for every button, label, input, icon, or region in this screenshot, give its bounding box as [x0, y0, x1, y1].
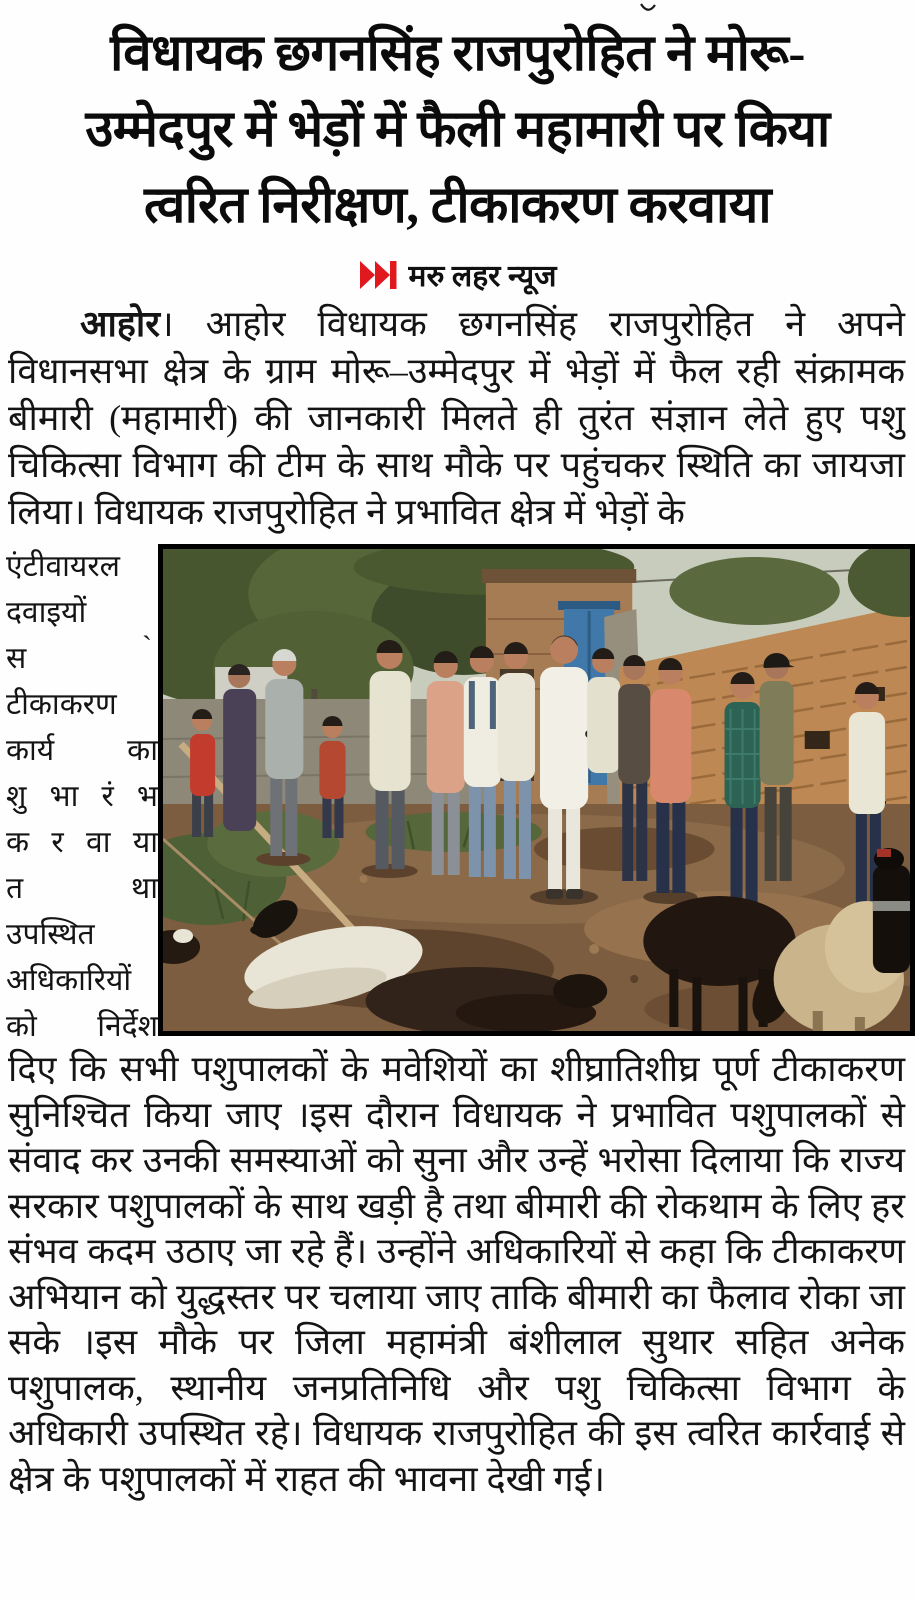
byline-source: मरु लहर न्यूज: [408, 260, 557, 293]
side-line: कार्य का: [6, 734, 158, 767]
side-line: उपस्थित: [6, 918, 95, 951]
side-line: क र वा या: [6, 826, 158, 859]
side-line: एंटीवायरल: [6, 550, 120, 583]
side-line: दवाइयों: [6, 596, 87, 629]
cropped-text-fragment: [638, 0, 658, 10]
intro-text: । आहोर विधायक छगनसिंह राजपुरोहित ने अपने विधानसभा क्षेत्र के ग्राम मोरू–उम्मेदपुर में भेड़ों में फैल रही संक्रामक बीमारी (महामारी) की जानकारी मिलते ही तुरंत संज्ञान लेते हुए पशु चिकित्सा विभाग की टीम के साथ मौके पर पहुंचकर स्थिति का जायजा लिया। विधायक राजपुरोहित ने प्रभावित क्षेत्र में भेड़ों के: [8, 304, 905, 532]
headline-line-2: उम्मेदपुर में भेड़ों में फैली महामारी पर किया: [85, 102, 830, 158]
paragraph-intro: [0, 299, 915, 536]
headline-line-3: त्वरित निरीक्षण, टीकाकरण करवाया: [143, 178, 772, 234]
left-text-column: [0, 544, 158, 1050]
byline: [0, 254, 915, 295]
side-line: त था: [6, 872, 158, 905]
side-line: शु भा रं भ: [6, 780, 158, 813]
headline-line-1: विधायक छगनसिंह राजपुरोहित ने मोरू-: [110, 26, 805, 82]
dateline: आहोर: [80, 304, 160, 344]
news-photo: [158, 544, 915, 1036]
headline: [0, 0, 915, 248]
side-line: टीकाकरण: [6, 688, 117, 721]
side-line: को निर्देश: [6, 1010, 158, 1043]
stray-vowel-mark: ˋ: [142, 630, 152, 663]
fast-forward-icon: [359, 261, 397, 289]
photo-section: [0, 544, 915, 1041]
side-line: अधिकारियों: [6, 964, 132, 997]
side-line: स ˋ: [6, 636, 158, 682]
photo-scene: [163, 549, 910, 1031]
fragment-mark-icon: [638, 3, 658, 13]
paragraph-body: दिए कि सभी पशुपालकों के मवेशियों का शीघ्रातिशीघ्र पूर्ण टीकाकरण सुनिश्चित किया जाए ।इस दौरान विधायक ने प्रभावित पशुपालकों से संवाद कर उनकी समस्याओं को सुना और उन्हें भरोसा दिलाया कि राज्य सरकार पशुपालकों के साथ खड़ी है तथा बीमारी की रोकथाम के लिए हर संभव कदम उठाए जा रहे हैं। उन्होंने अधिकारियों से कहा कि टीकाकरण अभियान को युद्धस्तर पर चलाया जाए ताकि बीमारी का फैलाव रोका जा सके ।इस मौके पर जिला महामंत्री बंशीलाल सुथार सहित अनेक पशुपालक, स्थानीय जनप्रतिनिधि और पशु चिकित्सा विभाग के अधिकारी उपस्थित रहे। विधायक राजपुरोहित की इस त्वरित कार्रवाई से क्षेत्र के पशुपालकों में राहत की भावना देखी गई।: [8, 1049, 905, 1499]
